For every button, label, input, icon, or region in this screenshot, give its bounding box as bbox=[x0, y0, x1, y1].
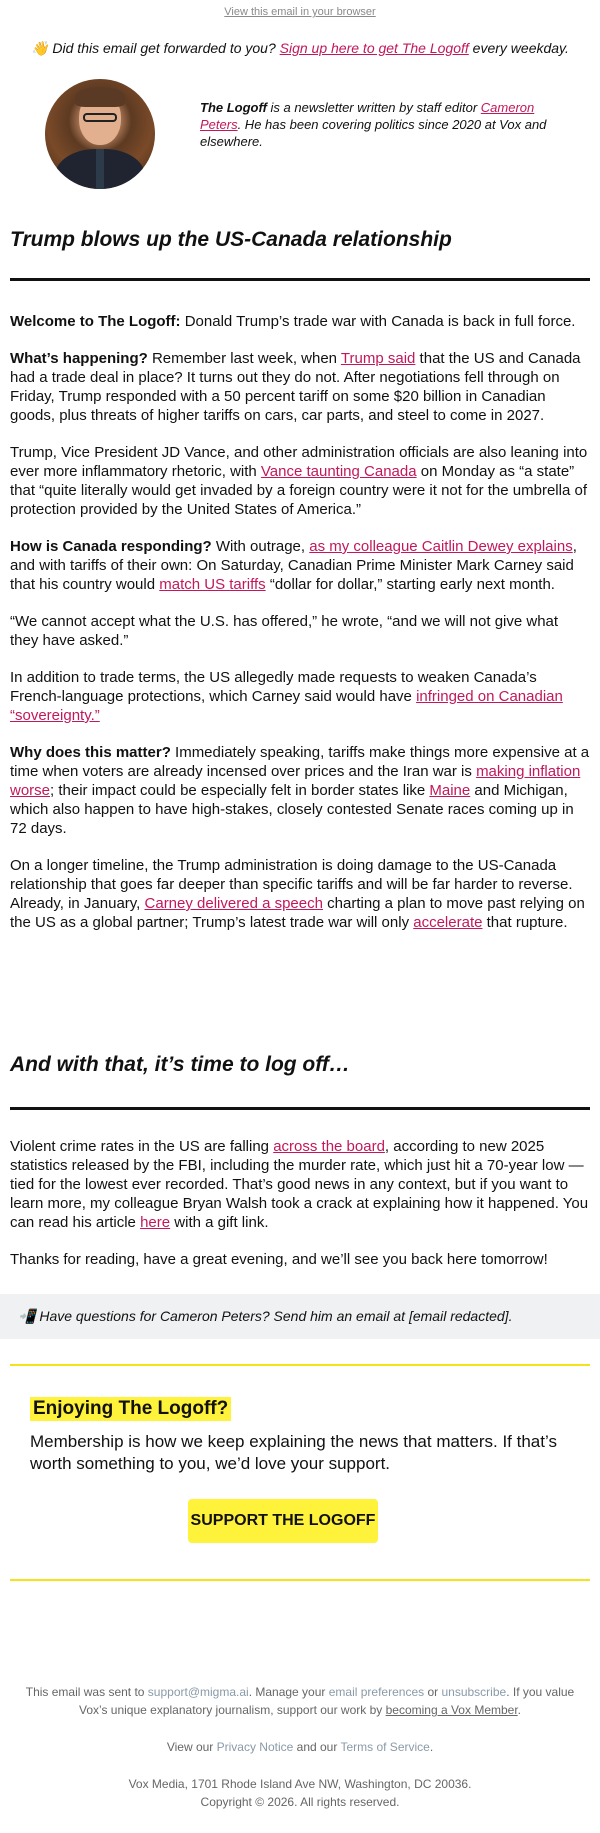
cta-title: Enjoying The Logoff? bbox=[30, 1397, 231, 1421]
wave-icon: 👋 bbox=[31, 40, 49, 56]
across-board-link[interactable]: across the board bbox=[273, 1138, 385, 1155]
paragraph-rhetoric: Trump, Vice President JD Vance, and other administration officials are also leaning into ever more inflammatory rhetoric, with Vance taunting Canada on Monday as “a state” that “quite literally would get invaded by a foreign country were it not for the umbrella of protection provided by the United States of America.” bbox=[10, 444, 588, 518]
author-block bbox=[0, 79, 600, 199]
author-bio: The Logoff is a newsletter written by staff editor Cameron Peters. He has been covering politics since 2020 at Vox and elsewhere. bbox=[200, 100, 547, 149]
footer-notice: This email was sent to support@migma.ai. Manage your email preferences or unsubscribe. If you value Vox’s unique explanatory journalism, support our work by becoming a Vox Member. bbox=[25, 1685, 575, 1717]
paragraph-quote: “We cannot accept what the U.S. has offered,” he wrote, “and we will not give what they have asked.” bbox=[10, 613, 559, 649]
terms-link[interactable]: Terms of Service bbox=[340, 1740, 430, 1754]
signup-link[interactable]: Sign up here to get The Logoff bbox=[279, 40, 469, 56]
editor-link[interactable]: Cameron Peters bbox=[200, 100, 535, 132]
paragraph-why-matter: Why does this matter? Immediately speaking, tariffs make things more expensive at a time when voters are already incensed over prices and the Iran war is making inflation worse; their impact could be especially felt in border states like Maine and Michigan, which also happen to have high-stakes, closely contested Senate races coming up in 72 days. bbox=[10, 744, 590, 837]
article-body bbox=[10, 312, 590, 950]
here-link[interactable]: here bbox=[140, 1214, 171, 1231]
match-tariffs-link[interactable]: match US tariffs bbox=[159, 576, 266, 593]
maine-link[interactable]: Maine bbox=[429, 782, 471, 799]
paragraph-sovereignty: In addition to trade terms, the US allegedly made requests to weaken Canada’s French-language protections, which Carney said would have infringed on Canadian “sovereignty.” bbox=[10, 669, 563, 724]
questions-banner: 📲 Have questions for Cameron Peters? Send him an email at [email redacted]. bbox=[0, 1294, 600, 1339]
paragraph-canada-responding: How is Canada responding? With outrage, as my colleague Caitlin Dewey explains, and with tariffs of their own: On Saturday, Canadian Prime Minister Mark Carney said that his country would match US tariffs “dollar for dollar,” starting early next month. bbox=[10, 538, 577, 593]
headline: Trump blows up the US-Canada relationship bbox=[10, 228, 452, 251]
cta-top-divider bbox=[10, 1364, 590, 1366]
inflation-link[interactable]: making inflation worse bbox=[10, 763, 581, 799]
cta-text: Membership is how we keep explaining the news that matters. If that’s worth something to you, we’d love your support. bbox=[30, 1432, 557, 1473]
member-link[interactable]: becoming a Vox Member bbox=[385, 1703, 518, 1717]
vance-taunting-link[interactable]: Vance taunting Canada bbox=[260, 463, 417, 480]
email-link[interactable]: support@migma.ai bbox=[147, 1685, 249, 1699]
logoff-heading: And with that, it’s time to log off… bbox=[10, 1053, 350, 1076]
sovereignty-link[interactable]: infringed on Canadian “sovereignty.” bbox=[10, 688, 563, 724]
footer-address: Vox Media, 1701 Rhode Island Ave NW, Washington, DC 20036. bbox=[128, 1777, 472, 1791]
carney-speech-link[interactable]: Carney delivered a speech bbox=[144, 895, 323, 912]
footer-copyright: Copyright © 2026. All rights reserved. bbox=[200, 1795, 400, 1809]
support-button[interactable]: SUPPORT THE LOGOFF bbox=[188, 1499, 378, 1543]
paragraph-longer-timeline: On a longer timeline, the Trump administration is doing damage to the US-Canada relationship that goes far deeper than specific tariffs and will be far harder to reverse. Already, in January, Carney delivered a speech charting a plan to move past relying on the US as a global partner; Trump’s latest trade war will only accelerate that rupture. bbox=[10, 857, 585, 931]
footer-policies: View our Privacy Notice and our Terms of Service. bbox=[166, 1740, 434, 1754]
trump-said-link[interactable]: Trump said bbox=[340, 350, 416, 367]
divider bbox=[10, 1107, 590, 1110]
paragraph-thanks: Thanks for reading, have a great evening, and we’ll see you back here tomorrow! bbox=[10, 1251, 548, 1268]
author-avatar bbox=[45, 79, 155, 189]
accelerate-link[interactable]: accelerate bbox=[413, 914, 483, 931]
caitlin-dewey-link[interactable]: as my colleague Caitlin Dewey explains bbox=[309, 538, 573, 555]
privacy-link[interactable]: Privacy Notice bbox=[216, 1740, 294, 1754]
forwarded-banner: 👋 Did this email get forwarded to you? Sign up here to get The Logoff every weekday. bbox=[31, 40, 569, 56]
preferences-link[interactable]: email preferences bbox=[328, 1685, 425, 1699]
cta-bottom-divider bbox=[10, 1579, 590, 1581]
view-in-browser-link[interactable]: View this email in your browser bbox=[224, 6, 376, 18]
logoff-body bbox=[10, 1137, 590, 1287]
paragraph-whats-happening: What’s happening? Remember last week, when Trump said that the US and Canada had a trade deal in place? It turns out they do not. After negotiations fell through on Friday, Trump responded with a 50 percent tariff on some $20 billion in Canadian goods, plus threats of higher tariffs on cars, car parts, and steel to come in 2027. bbox=[10, 350, 581, 424]
divider bbox=[10, 278, 590, 281]
unsubscribe-link[interactable]: unsubscribe bbox=[441, 1685, 507, 1699]
phone-icon: 📲 bbox=[18, 1308, 36, 1324]
paragraph-crime: Violent crime rates in the US are falling across the board, according to new 2025 statistics released by the FBI, including the murder rate, which just hit a 70-year low — tied for the lowest ever recorded. That’s good news in any context, but if you want to learn more, my colleague Bryan Walsh took a crack at explaining how it happened. You can read his article here with a gift link. bbox=[10, 1138, 589, 1231]
footer bbox=[0, 1683, 600, 1811]
paragraph-welcome: Welcome to The Logoff: Donald Trump’s trade war with Canada is back in full force. bbox=[10, 313, 576, 330]
